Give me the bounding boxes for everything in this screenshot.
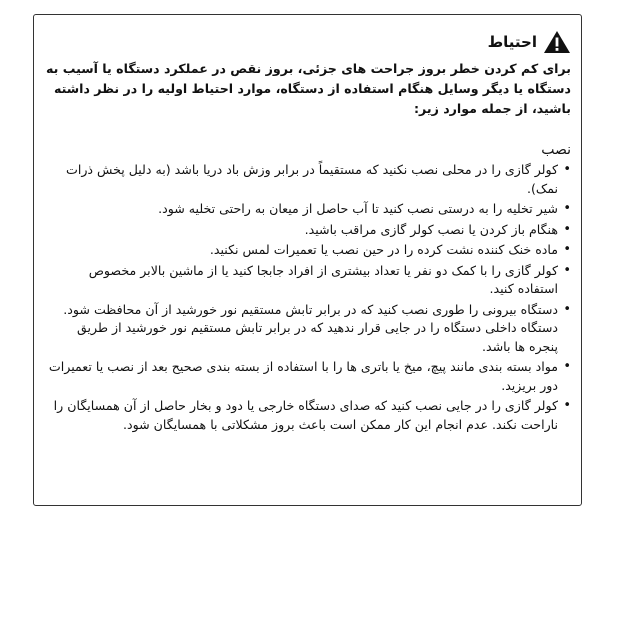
warning-triangle-icon <box>543 30 571 54</box>
list-item: • کولر گازی را در جایی نصب کنید که صدای دستگاه خارجی یا دود و بخار حاصل از آن همسایگان را ناراحت نکند. عدم انجام این کار ممکن است باعث بروز مشکلاتی با همسایگان شود. <box>46 397 571 434</box>
install-list <box>46 161 571 434</box>
caution-box <box>33 14 582 506</box>
list-item: • شیر تخلیه را به درستی نصب کنید تا آب حاصل از میعان به راحتی تخلیه شود. <box>46 200 571 219</box>
caution-intro: برای کم کردن خطر بروز جراحت های جزئی، بروز نقص در عملکرد دستگاه یا آسیب به دستگاه یا دیگر وسایل هنگام استفاده از دستگاه، موارد احتیاط اولیه را در نظر داشته باشید، از جمله موارد زیر: <box>46 61 571 116</box>
list-item: • کولر گازی را در محلی نصب نکنید که مستقیماً در برابر وزش باد دریا باشد (به دلیل پخش ذرات نمک). <box>46 161 571 198</box>
list-item: • ماده خنک کننده نشت کرده را در حین نصب یا تعمیرات لمس نکنید. <box>46 241 571 260</box>
caution-title: احتیاط <box>487 33 537 51</box>
list-item: • دستگاه بیرونی را طوری نصب کنید که در برابر تابش مستقیم نور خورشید از آن محافظت شود. دستگاه داخلی دستگاه را در جایی قرار ندهید که در برابر تابش مستقیم نور خورشید از طریق پنجره ها باشد. <box>46 301 571 357</box>
caution-header <box>46 29 571 55</box>
list-item: • کولر گازی را با کمک دو نفر یا تعداد بیشتری از افراد جابجا کنید یا از ماشین بالابر مخصوص استفاده کنید. <box>46 262 571 299</box>
list-item: • هنگام باز کردن یا نصب کولر گازی مراقب باشید. <box>46 221 571 240</box>
install-heading: نصب <box>541 142 571 158</box>
list-item: • مواد بسته بندی مانند پیچ، میخ یا باتری ها را با استفاده از بسته بندی صحیح بعد از نصب یا تعمیرات دور بریزید. <box>46 358 571 395</box>
